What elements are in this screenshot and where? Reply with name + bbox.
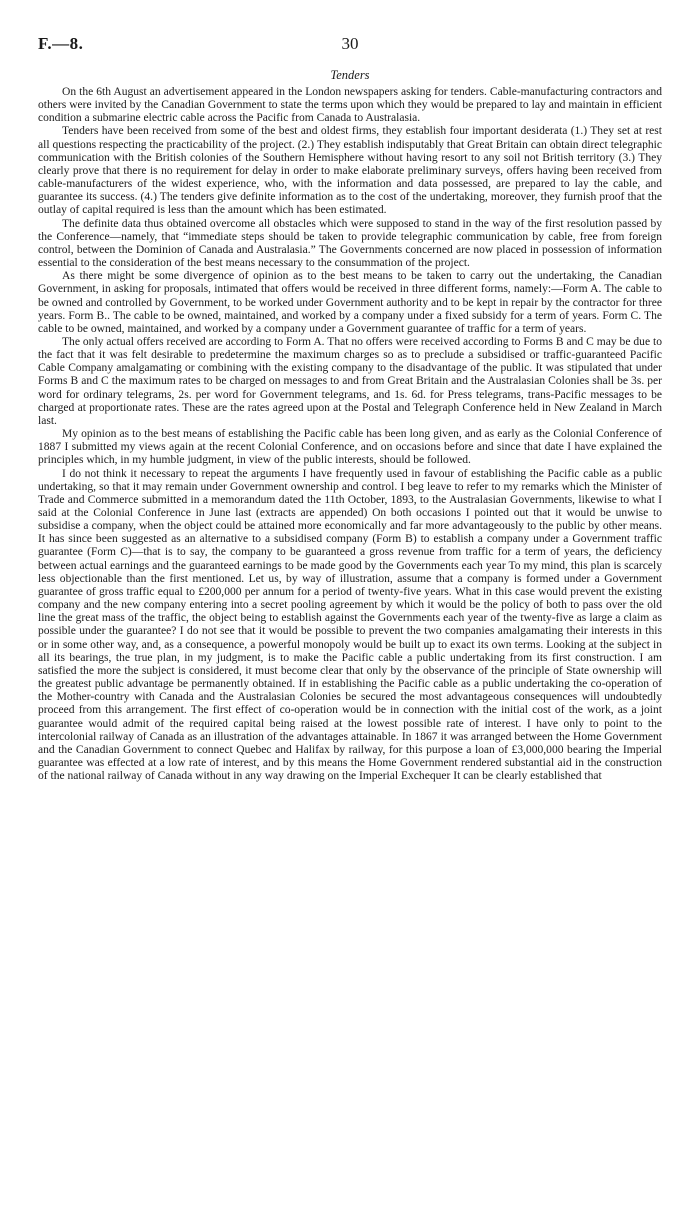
page-number: 30 [341,34,359,53]
page-header [38,34,662,56]
paragraph-6: My opinion as to the best means of establishing the Pacific cable has been long given, and as early as the Colonial Conference of 1887 I submitted my views again at the recent Colonial Conference, and on occasions before and since that date I have explained the principles which, in my humble judgment, in view of the public interests, should be followed. [38,428,662,467]
paragraph-2: Tenders have been received from some of the best and oldest firms, they establish four important desiderata (1.) They set at rest all questions respecting the practicability of the project. (2.) They establish indisputably that Great Britain can obtain direct telegraphic communication with the British colonies of the Southern Hemisphere without having resort to any soil not British territory (3.) They clearly prove that there is no requirement for delay in order to make elaborate preliminary surveys, offers having been received from cable-manufacturers of the widest experience, who, with the information and data possessed, are prepared to lay the cable, and guarantee its success. (4.) The tenders give definite information as to the cost of the undertaking, moreover, they furnish proof that the outlay of capital required is less than the amount which has been estimated. [38,125,662,217]
paragraph-1: On the 6th August an advertisement appeared in the London newspapers asking for tenders. Cable-manufacturing contractors and others were invited by the Canadian Government to state the terms upon which they would be prepared to lay and maintain in efficient condition a submarine electric cable across the Pacific from Canada to Australasia. [38,86,662,125]
section-title: Tenders [330,68,370,82]
paragraph-7: I do not think it necessary to repeat the arguments I have frequently used in favour of establishing the Pacific cable as a public undertaking, so that it may remain under Government ownership and control. I beg leave to refer to my remarks which the Minister of Trade and Commerce submitted in a memorandum dated the 11th October, 1893, to the Australasian Governments, likewise to what I said at the Colonial Conference in June last (extracts are appended) On both occasions I pointed out that it would be unwise to subsidise a company, when the object could be attained more economically and far more advantageously to the public by other means. It has since been suggested as an alternative to a subsidised company (Form B) to establish a company under a Government traffic guarantee (Form C)—that is to say, the company to be guaranteed a gross revenue from traffic for a term of years, the deficiency between actual earnings and the guaranteed earnings to be made good by the Governments each year To my mind, this plan is scarcely less objectionable than the first mentioned. Let us, by way of illustration, assume that a company is formed under a Government guarantee of gross traffic equal to £200,000 per annum for a period of twenty-five years. What in this case would prevent the existing company and the new company entering into a secret pooling agreement by which it would be the policy of both to pass over the old line the great mass of the traffic, the object being to establish against the Governments each year of the twenty-five as large a claim as possible under the guarantee? I do not see that it would be possible to prevent the two companies amalgamating their interests in this or in some other way, and, as a consequence, a powerful monopoly would be built up to exact its own terms. Looking at the subject in all its bearings, the true plan, in my judgment, is to make the Pacific cable a public undertaking from its first construction. I am satisfied the more the subject is considered, it must become clear that only by the observance of the principle of State ownership will the greatest public advantage be permanently obtained. If in establishing the Pacific cable as a public undertaking the co-operation of the Mother-country with Canada and the Australasian Colonies be secured the most advantageous consequences will undoubtedly proceed from this arrangement. The first effect of co-operation would be in connection with the initial cost of the work, as a joint guarantee would admit of the required capital being raised at the lowest possible rate of interest. I have only to point to the intercolonial railway of Canada as an illustration of the advantages attainable. In 1867 it was arranged between the Home Government and the Canadian Government to connect Quebec and Halifax by railway, for this purpose a loan of £3,000,000 bearing the Imperial guarantee was effected at a low rate of interest, and by this means the Home Government rendered substantial aid in the construction of the national railway of Canada without in any way drawing on the Imperial Exchequer It can be clearly established that [38,467,662,783]
paragraph-5: The only actual offers received are according to Form A. That no offers were received according to Forms B and C may be due to the fact that it was felt desirable to predetermine the maximum charges so as to preclude a subsidised or traffic-guaranteed Pacific Cable Company amalgamating or combining with the existing company to the disadvantage of the public. It was stipulated that under Forms B and C the maximum rates to be charged on messages to and from Great Britain and the Australasian Colonies shall be 3s. per word for ordinary telegrams, 2s. per word for Government telegrams, and 1s. 6d. for Press telegrams, trans-Pacific messages to be charged at proportionate rates. These are the rates agreed upon at the Postal and Telegraph Conference held in New Zealand in March last. [38,335,662,427]
body-text [38,86,662,783]
paragraph-3: The definite data thus obtained overcome all obstacles which were supposed to stand in the way of the first resolution passed by the Conference—namely, that “immediate steps should be taken to provide telegraphic communication by cable, free from foreign control, between the Dominion of Canada and Australasia.” The Governments concerned are now placed in possession of information essential to the consideration of the best means necessary to the consummation of the project. [38,217,662,270]
paragraph-4: As there might be some divergence of opinion as to the best means to be taken to carry out the undertaking, the Canadian Government, in asking for proposals, intimated that offers would be received in three different forms, namely:—Form A. The cable to be owned and controlled by Government, to be worked under Government authority and to be kept in repair by the contractor for three years. Form B.. The cable to be owned, maintained, and worked by a company under a fixed subsidy for a term of years. Form C. The cable to be owned, maintained, and worked by a company under a Government guarantee of traffic for a term of years. [38,270,662,335]
document-reference: F.—8. [38,34,84,53]
